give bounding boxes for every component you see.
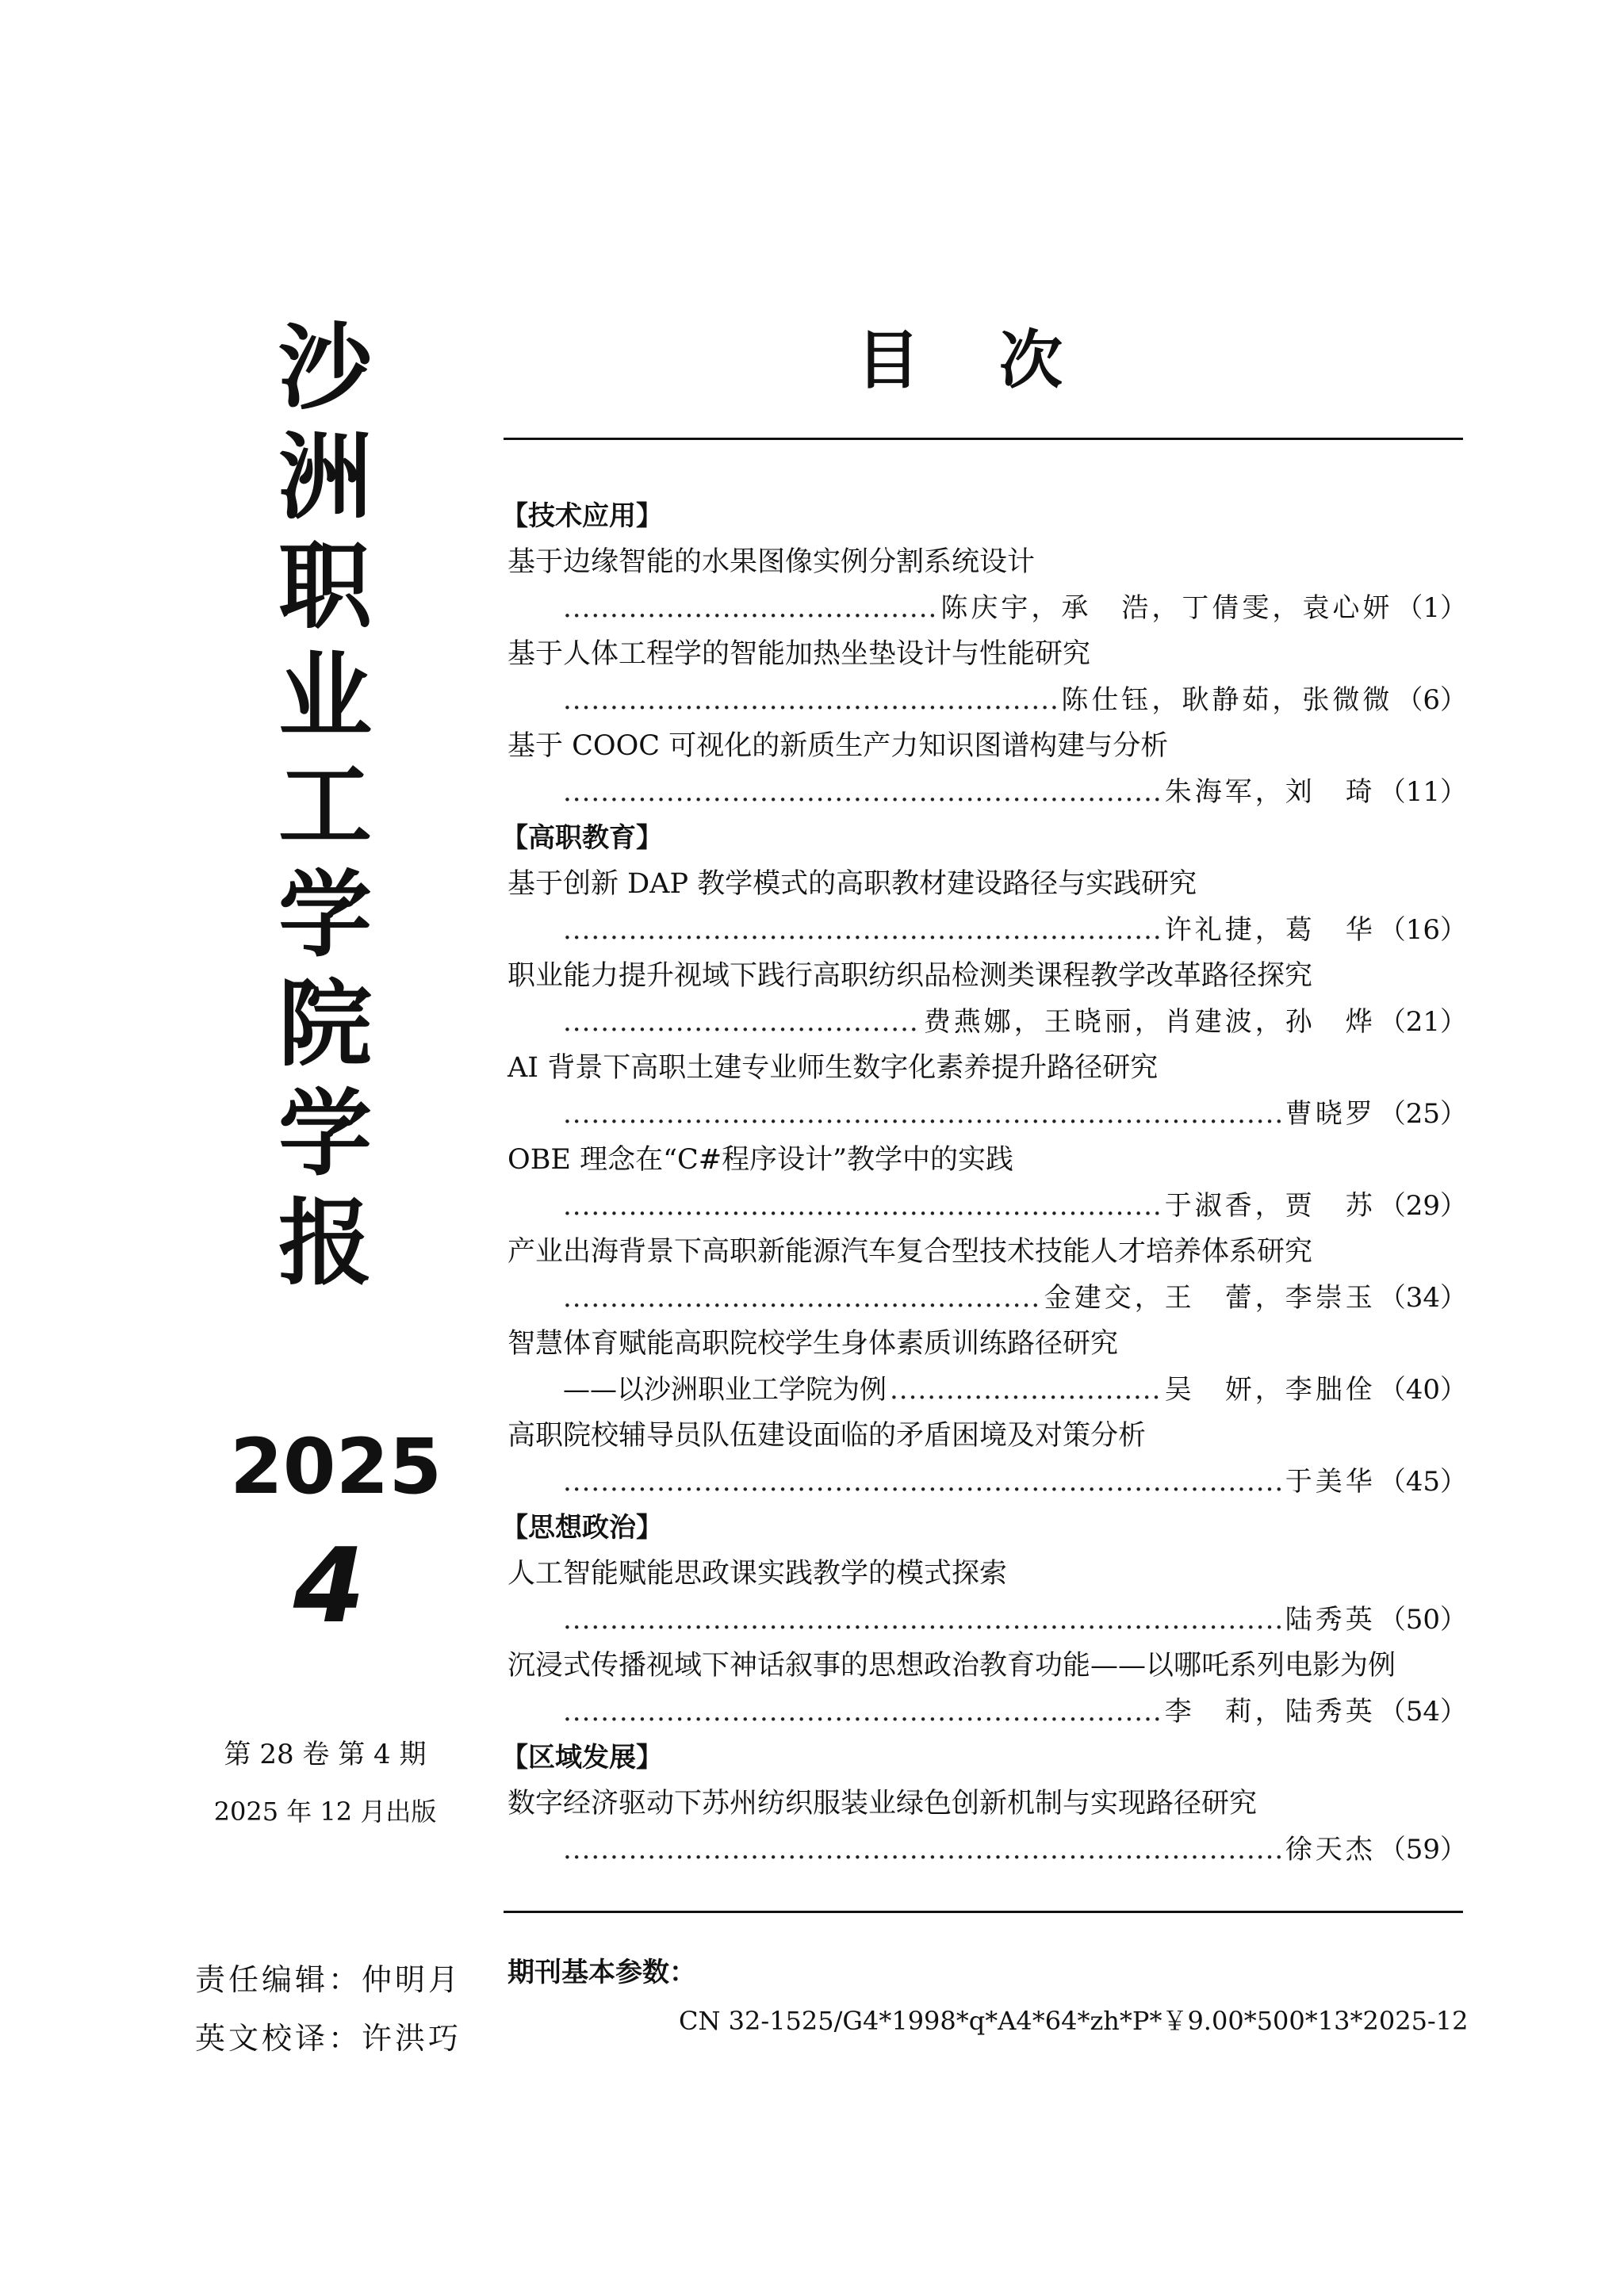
toc-entry[interactable]	[508, 723, 1467, 815]
journal-title-char: 职	[278, 532, 372, 641]
page-number: （54）	[1378, 1696, 1467, 1728]
toc-entry[interactable]	[508, 631, 1467, 723]
article-byline	[508, 999, 1467, 1045]
toc-entry[interactable]	[508, 1229, 1467, 1321]
article-title[interactable]: 数字经济驱动下苏州纺织服装业绿色创新机制与实现路径研究	[508, 1788, 1258, 1820]
volume-issue: 第 28 卷 第 4 期	[224, 1739, 427, 1770]
article-authors: 许礼捷，葛 华	[1164, 914, 1376, 946]
article-authors: 陈庆宇，承 浩，丁倩雯，袁心妍	[940, 592, 1393, 624]
journal-title-char: 院	[278, 970, 372, 1079]
journal-title-char: 学	[278, 860, 372, 970]
responsible-editor: 责任编辑：仲明月	[195, 1962, 462, 1997]
leader-dots	[563, 769, 1160, 815]
article-byline	[508, 1091, 1467, 1137]
leader-dots	[563, 1689, 1160, 1735]
article-byline	[508, 677, 1467, 723]
leader-dots	[563, 1091, 1281, 1137]
leader-dots	[563, 999, 919, 1045]
article-title[interactable]: OBE 理念在“C#程序设计”教学中的实践	[508, 1144, 1013, 1176]
article-title[interactable]: 智慧体育赋能高职院校学生身体素质训练路径研究	[508, 1328, 1119, 1360]
article-byline	[508, 1275, 1467, 1321]
article-subtitle: ——以沙洲职业工学院为例	[563, 1374, 887, 1406]
leader-dots	[563, 1827, 1281, 1873]
table-of-contents	[501, 493, 1467, 1873]
toc-entry[interactable]	[508, 861, 1467, 953]
page-number: （11）	[1378, 776, 1467, 808]
section-heading: 【高职教育】	[501, 822, 663, 854]
toc-heading: 目次	[856, 323, 1142, 397]
article-byline	[508, 1183, 1467, 1229]
section-heading: 【思想政治】	[501, 1512, 663, 1544]
leader-dots	[563, 1275, 1040, 1321]
leader-dots	[890, 1367, 1160, 1413]
article-title[interactable]: 沉浸式传播视域下神话叙事的思想政治教育功能——以哪吒系列电影为例	[508, 1650, 1396, 1682]
article-authors: 金建交，王 蕾，李崇玉	[1044, 1282, 1376, 1314]
article-byline	[508, 907, 1467, 953]
section-heading: 【技术应用】	[501, 500, 663, 532]
leader-dots	[563, 1597, 1281, 1643]
issue-number: 4	[293, 1525, 366, 1646]
issue-year: 2025	[230, 1422, 442, 1511]
toc-entry[interactable]	[508, 953, 1467, 1045]
article-title[interactable]: 基于 COOC 可视化的新质生产力知识图谱构建与分析	[508, 730, 1169, 762]
article-title[interactable]: 基于创新 DAP 教学模式的高职教材建设路径与实践研究	[508, 868, 1197, 900]
article-byline	[508, 1827, 1467, 1873]
journal-params-value: CN 32-1525/G4*1998*q*A4*64*zh*P*￥9.00*500*13*2025-12	[679, 2006, 1469, 2036]
leader-dots	[563, 1183, 1160, 1229]
page-number: （16）	[1378, 914, 1467, 946]
article-authors: 费燕娜，王晓丽，肖建波，孙 烨	[923, 1006, 1376, 1038]
page-number: （29）	[1378, 1190, 1467, 1222]
article-authors: 于淑香，贾 苏	[1164, 1190, 1376, 1222]
journal-title-char: 工	[278, 751, 372, 860]
article-title[interactable]: AI 背景下高职土建专业师生数字化素养提升路径研究	[508, 1052, 1159, 1084]
page-number: （1）	[1396, 592, 1467, 624]
toc-entry[interactable]	[508, 1781, 1467, 1873]
leader-dots	[563, 677, 1056, 723]
page-number: （25）	[1378, 1098, 1467, 1130]
journal-title-char: 洲	[278, 423, 372, 532]
divider-top	[504, 438, 1463, 440]
article-byline	[508, 769, 1467, 815]
toc-entry[interactable]	[508, 1643, 1467, 1735]
article-authors: 陆秀英	[1285, 1604, 1376, 1636]
article-byline	[508, 1597, 1467, 1643]
journal-params-label: 期刊基本参数：	[508, 1957, 696, 1988]
page-number: （50）	[1378, 1604, 1467, 1636]
article-title[interactable]: 高职院校辅导员队伍建设面临的矛盾困境及对策分析	[508, 1420, 1147, 1452]
article-byline	[508, 1367, 1467, 1413]
article-authors: 于美华	[1285, 1466, 1376, 1498]
page-number: （34）	[1378, 1282, 1467, 1314]
article-byline	[508, 585, 1467, 631]
article-authors: 曹晓罗	[1285, 1098, 1376, 1130]
article-title[interactable]: 基于人体工程学的智能加热坐垫设计与性能研究	[508, 638, 1091, 670]
leader-dots	[563, 907, 1160, 953]
leader-dots	[563, 585, 936, 631]
article-title[interactable]: 职业能力提升视域下践行高职纺织品检测类课程教学改革路径探究	[508, 960, 1313, 992]
divider-bottom	[504, 1911, 1463, 1913]
article-authors: 徐天杰	[1285, 1834, 1376, 1866]
article-byline	[508, 1689, 1467, 1735]
toc-entry[interactable]	[508, 1137, 1467, 1229]
page-number: （40）	[1378, 1374, 1467, 1406]
article-authors: 陈仕钰，耿静茹，张微微	[1061, 684, 1393, 716]
journal-title-char: 报	[278, 1188, 372, 1298]
article-title[interactable]: 产业出海背景下高职新能源汽车复合型技术技能人才培养体系研究	[508, 1236, 1313, 1268]
journal-title-vertical	[262, 313, 389, 1298]
toc-entry[interactable]	[508, 539, 1467, 631]
section-heading: 【区域发展】	[501, 1742, 663, 1774]
toc-entry[interactable]	[508, 1045, 1467, 1137]
journal-title-char: 业	[278, 641, 372, 751]
article-authors: 李 莉，陆秀英	[1164, 1696, 1376, 1728]
page-number: （6）	[1396, 684, 1467, 716]
publication-date: 2025 年 12 月出版	[213, 1797, 437, 1827]
journal-title-char: 沙	[278, 313, 372, 423]
toc-entry[interactable]	[508, 1413, 1467, 1505]
page-number: （21）	[1378, 1006, 1467, 1038]
article-title[interactable]: 基于边缘智能的水果图像实例分割系统设计	[508, 546, 1036, 578]
journal-title-char: 学	[278, 1079, 372, 1188]
page-number: （59）	[1378, 1834, 1467, 1866]
toc-entry[interactable]	[508, 1321, 1467, 1413]
article-title[interactable]: 人工智能赋能思政课实践教学的模式探索	[508, 1558, 1008, 1590]
article-authors: 吴 妍，李朏佺	[1164, 1374, 1376, 1406]
english-translator: 英文校译：许洪巧	[195, 2021, 462, 2056]
page-number: （45）	[1378, 1466, 1467, 1498]
article-byline	[508, 1459, 1467, 1505]
leader-dots	[563, 1459, 1281, 1505]
article-authors: 朱海军，刘 琦	[1164, 776, 1376, 808]
toc-entry[interactable]	[508, 1551, 1467, 1643]
